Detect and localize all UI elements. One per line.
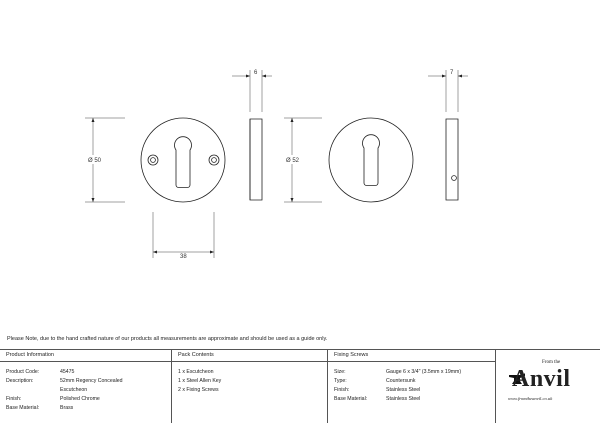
grub-screw-icon: [452, 176, 457, 181]
pack-contents-header: Pack Contents: [172, 350, 327, 362]
pack-contents-section: [172, 350, 328, 423]
left-screw-head-left: [151, 158, 156, 163]
table-row: Finish: Polished Chrome: [6, 396, 100, 402]
spec-table: [0, 349, 600, 423]
list-item: 1 x Steel Allen Key: [178, 378, 222, 384]
table-row: Base Material: Stainless Steel: [334, 396, 421, 402]
right-keyhole: [362, 135, 379, 186]
left-escutcheon-outline: [141, 118, 225, 202]
right-diameter-label: Ø 52: [286, 158, 300, 164]
brand-logo-section: [496, 350, 600, 423]
fixing-screws-section: [328, 350, 496, 423]
table-row: Type: Countersunk: [334, 378, 416, 384]
product-information-header: Product Information: [0, 350, 171, 362]
left-diameter-label: Ø 50: [88, 158, 102, 164]
table-row: Escutcheon: [60, 387, 88, 393]
disclaimer-note: Please Note, due to the hand crafted nature of our products all measurements are approximate and should be used as a guide only.: [7, 336, 328, 342]
left-keyhole: [174, 137, 191, 188]
hole-spacing-label: 38: [180, 254, 187, 260]
right-escutcheon-outline: [329, 118, 413, 202]
list-item: 2 x Fixing Screws: [178, 387, 219, 393]
left-screw-head-right: [212, 158, 217, 163]
right-thickness-label: 7: [450, 70, 454, 76]
left-screw-hole-left: [148, 155, 158, 165]
logo-website: www.fromtheanvil.co.uk: [508, 396, 553, 401]
table-row: Size: Gauge 6 x 3/4" (3.5mm x 19mm): [334, 369, 462, 375]
logo-brand-name: Anvil: [512, 366, 571, 392]
table-row: Product Code: 45475: [6, 369, 75, 375]
right-side-profile: [446, 119, 458, 200]
product-information-section: [0, 350, 172, 423]
logo-tagline: From the: [542, 360, 561, 365]
fixing-screws-header: Fixing Screws: [328, 350, 495, 362]
table-row: Base Material: Brass: [6, 405, 74, 411]
left-thickness-label: 6: [254, 70, 258, 76]
from-the-anvil-logo: [502, 360, 594, 410]
table-row: Finish: Stainless Steel: [334, 387, 421, 393]
list-item: 1 x Escutcheon: [178, 369, 214, 375]
left-screw-hole-right: [209, 155, 219, 165]
table-row: Description: 52mm Regency Concealed: [6, 378, 123, 384]
left-side-profile: [250, 119, 262, 200]
